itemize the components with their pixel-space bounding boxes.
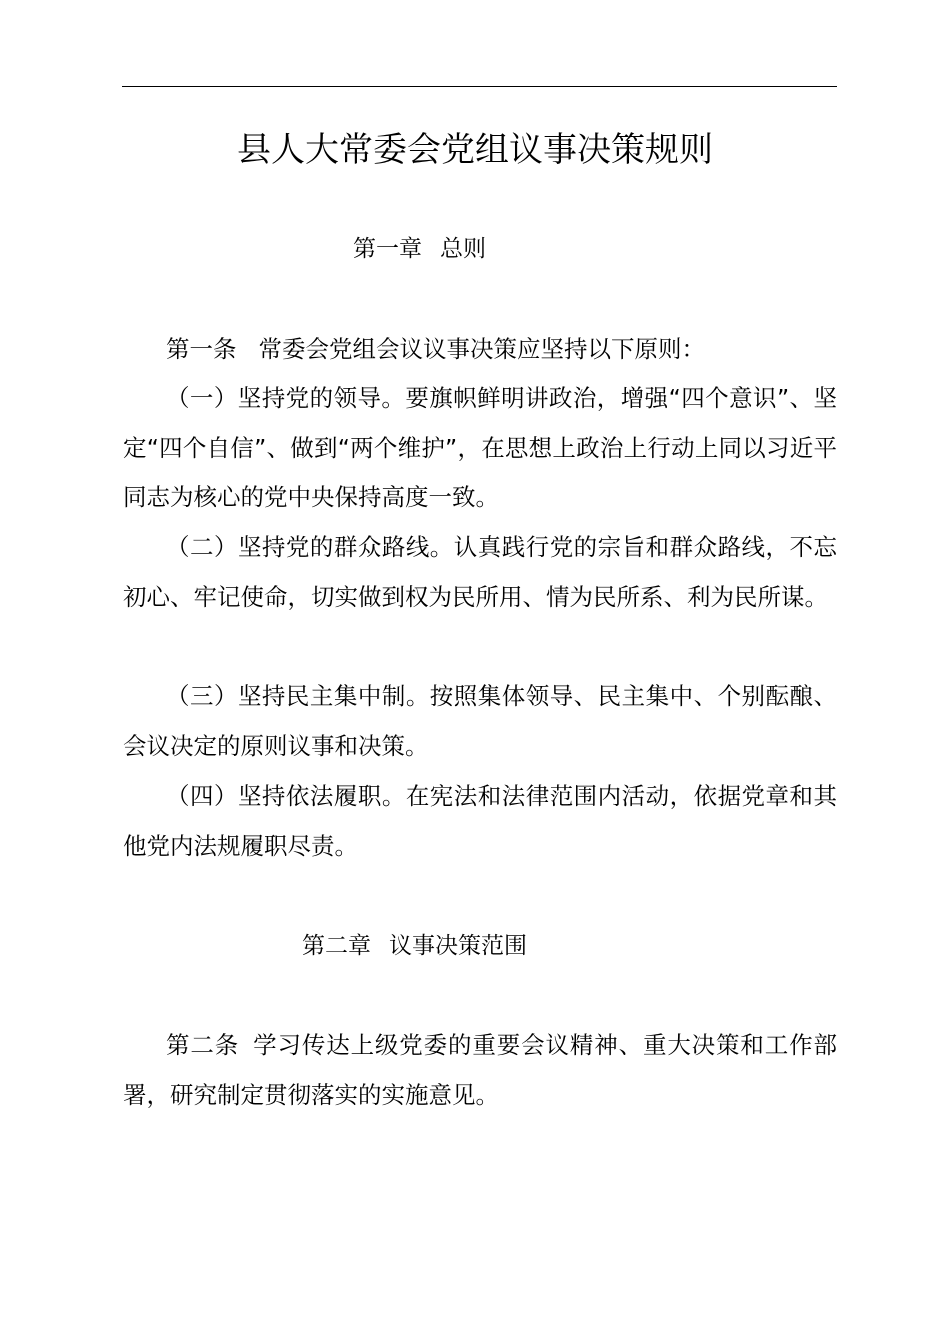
principle-item-2: （二）坚持党的群众路线。认真践行党的宗旨和群众路线，不忘初心、牢记使命，切实做到权为民所用、情为民所系、利为民所谋。 <box>123 533 837 611</box>
principle-item-3: （三）坚持民主集中制。按照集体领导、民主集中、个别酝酿、会议决定的原则议事和决策。 <box>123 682 837 760</box>
chapter-1-number: 第一章 <box>353 236 422 262</box>
article-2-label: 第二条 <box>166 1031 240 1059</box>
article-2 <box>123 1021 837 1120</box>
document-title: 县人大常委会党组议事决策规则 <box>237 130 713 170</box>
chapter-2-name: 议事决策范围 <box>389 933 527 959</box>
article-1-label: 第一条 <box>166 335 237 363</box>
chapter-2-number: 第二章 <box>302 933 371 959</box>
article-1-text: 常委会党组会议议事决策应坚持以下原则： <box>258 335 705 363</box>
chapter-1-heading <box>353 234 486 264</box>
principle-item-1: （一）坚持党的领导。要旗帜鲜明讲政治，增强“四个意识”、坚定“四个自信”、做到“两个维护”，在思想上政治上行动上同以习近平同志为核心的党中央保持高度一致。 <box>123 384 837 512</box>
article-1 <box>123 325 837 375</box>
chapter-2-heading <box>302 931 527 961</box>
principle-item-4: （四）坚持依法履职。在宪法和法律范围内活动，依据党章和其他党内法规履职尽责。 <box>123 782 837 860</box>
chapter-1-name: 总则 <box>440 236 486 262</box>
header-rule <box>122 86 837 87</box>
article-2-text: 学习传达上级党委的重要会议精神、重大决策和工作部署，研究制定贯彻落实的实施意见。 <box>123 1031 838 1109</box>
